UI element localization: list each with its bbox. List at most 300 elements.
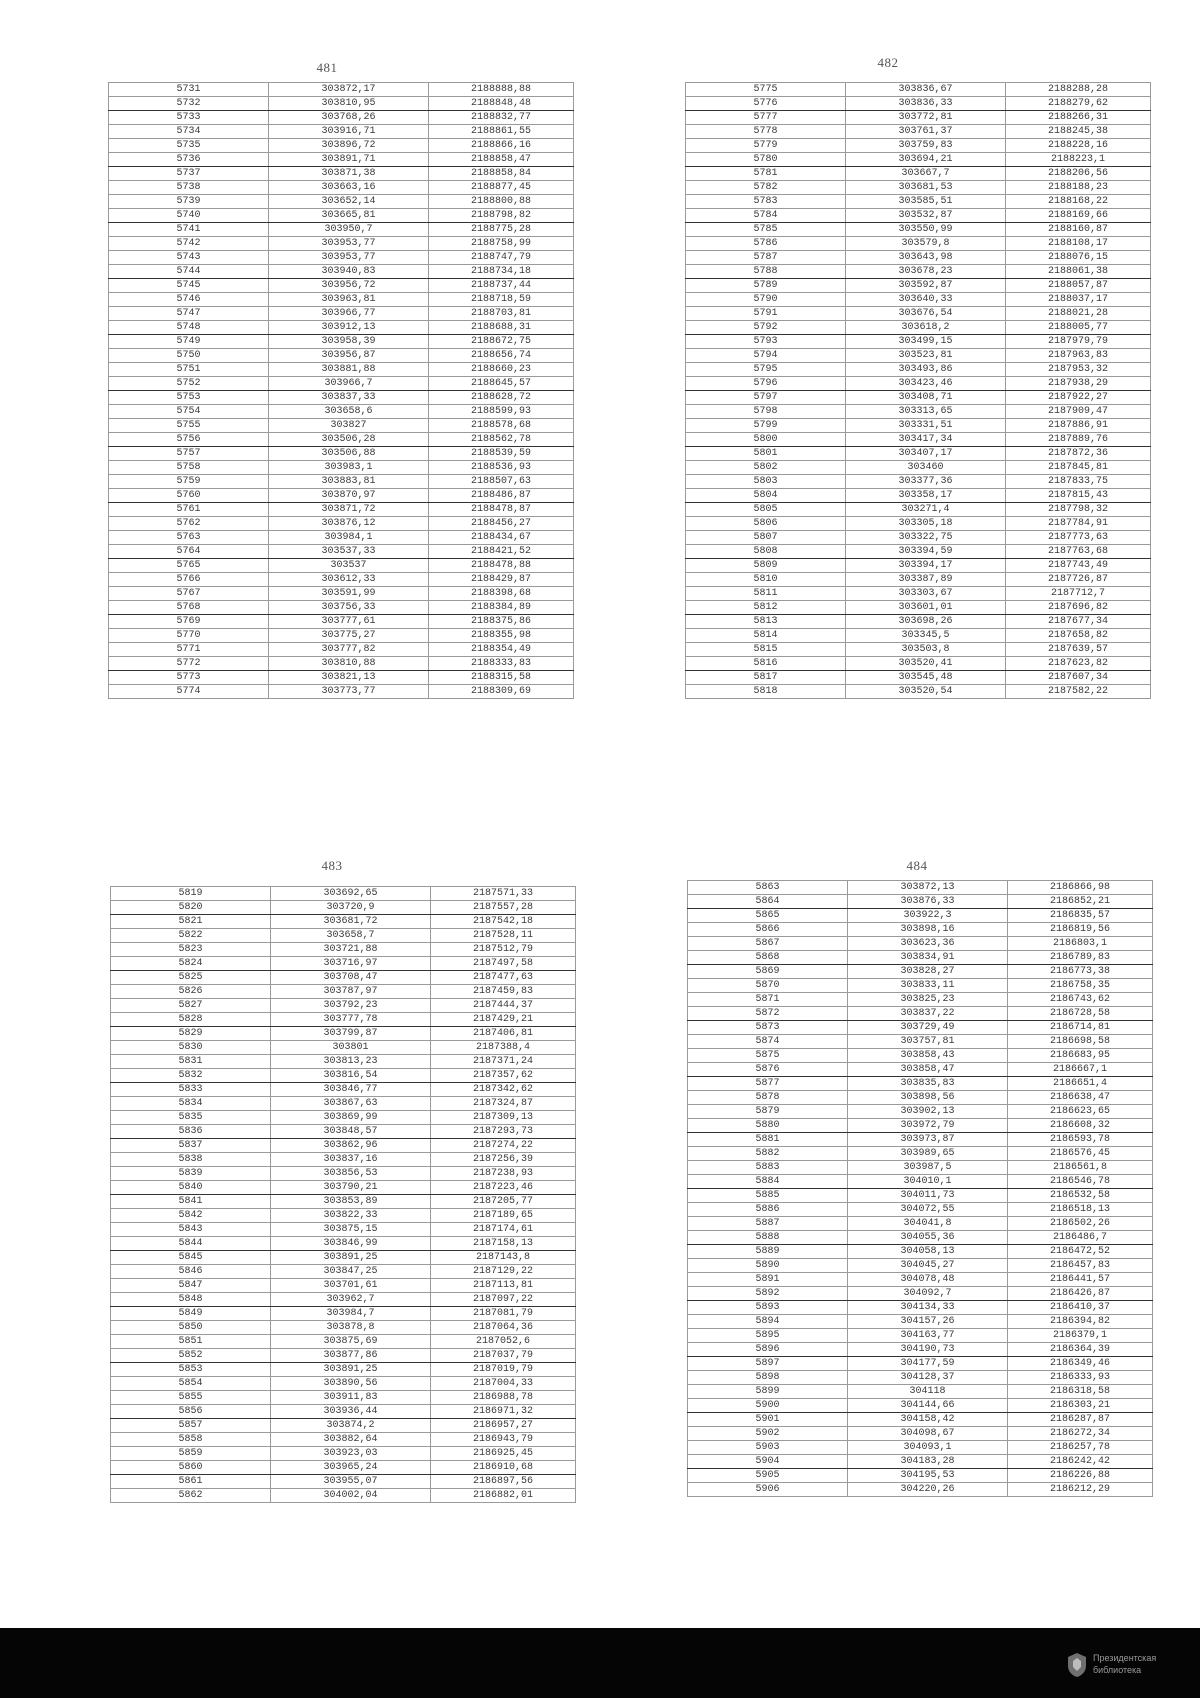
y-coordinate-cell: 2188672,75 bbox=[429, 335, 574, 349]
y-coordinate-cell: 2186394,82 bbox=[1008, 1315, 1153, 1329]
table-row bbox=[109, 517, 574, 531]
table-row bbox=[688, 1231, 1153, 1245]
point-number-cell: 5782 bbox=[686, 181, 846, 195]
y-coordinate-cell: 2188734,18 bbox=[429, 265, 574, 279]
y-coordinate-cell: 2188057,87 bbox=[1006, 279, 1151, 293]
point-number-cell: 5769 bbox=[109, 615, 269, 629]
table-row bbox=[686, 391, 1151, 405]
table-row bbox=[686, 181, 1151, 195]
point-number-cell: 5767 bbox=[109, 587, 269, 601]
table-row bbox=[111, 1181, 576, 1195]
point-number-cell: 5764 bbox=[109, 545, 269, 559]
table-row bbox=[109, 237, 574, 251]
y-coordinate-cell: 2187798,32 bbox=[1006, 503, 1151, 517]
y-coordinate-cell: 2187064,36 bbox=[431, 1321, 576, 1335]
table-row bbox=[688, 1427, 1153, 1441]
y-coordinate-cell: 2186502,26 bbox=[1008, 1217, 1153, 1231]
x-coordinate-cell: 303579,8 bbox=[846, 237, 1006, 251]
y-coordinate-cell: 2188188,23 bbox=[1006, 181, 1151, 195]
point-number-cell: 5815 bbox=[686, 643, 846, 657]
x-coordinate-cell: 303377,36 bbox=[846, 475, 1006, 489]
point-number-cell: 5821 bbox=[111, 915, 271, 929]
point-number-cell: 5848 bbox=[111, 1293, 271, 1307]
point-number-cell: 5898 bbox=[688, 1371, 848, 1385]
x-coordinate-cell: 303871,38 bbox=[269, 167, 429, 181]
table-row bbox=[109, 587, 574, 601]
coordinate-table-481 bbox=[108, 82, 574, 699]
point-number-cell: 5796 bbox=[686, 377, 846, 391]
point-number-cell: 5866 bbox=[688, 923, 848, 937]
point-number-cell: 5858 bbox=[111, 1433, 271, 1447]
table-row bbox=[688, 1105, 1153, 1119]
point-number-cell: 5819 bbox=[111, 887, 271, 901]
x-coordinate-cell: 303506,28 bbox=[269, 433, 429, 447]
table-row bbox=[686, 671, 1151, 685]
x-coordinate-cell: 303972,79 bbox=[848, 1119, 1008, 1133]
y-coordinate-cell: 2187342,62 bbox=[431, 1083, 576, 1097]
page-number-484: 484 bbox=[906, 858, 928, 873]
x-coordinate-cell: 303827 bbox=[269, 419, 429, 433]
x-coordinate-cell: 303936,44 bbox=[271, 1405, 431, 1419]
y-coordinate-cell: 2187406,81 bbox=[431, 1027, 576, 1041]
y-coordinate-cell: 2186728,58 bbox=[1008, 1007, 1153, 1021]
table-row bbox=[109, 251, 574, 265]
y-coordinate-cell: 2187763,68 bbox=[1006, 545, 1151, 559]
x-coordinate-cell: 303768,26 bbox=[269, 111, 429, 125]
point-number-cell: 5896 bbox=[688, 1343, 848, 1357]
table-row bbox=[686, 447, 1151, 461]
x-coordinate-cell: 303987,5 bbox=[848, 1161, 1008, 1175]
y-coordinate-cell: 2187388,4 bbox=[431, 1041, 576, 1055]
page-number-481: 481 bbox=[316, 60, 338, 75]
y-coordinate-cell: 2186226,88 bbox=[1008, 1469, 1153, 1483]
table-row bbox=[109, 153, 574, 167]
point-number-cell: 5904 bbox=[688, 1455, 848, 1469]
y-coordinate-cell: 2188660,23 bbox=[429, 363, 574, 377]
y-coordinate-cell: 2186623,65 bbox=[1008, 1105, 1153, 1119]
x-coordinate-cell: 304078,48 bbox=[848, 1273, 1008, 1287]
y-coordinate-cell: 2186866,98 bbox=[1008, 881, 1153, 895]
table-row bbox=[111, 1475, 576, 1489]
x-coordinate-cell: 303875,15 bbox=[271, 1223, 431, 1237]
x-coordinate-cell: 304195,53 bbox=[848, 1469, 1008, 1483]
table-row bbox=[688, 1245, 1153, 1259]
x-coordinate-cell: 303869,99 bbox=[271, 1111, 431, 1125]
table-row bbox=[686, 545, 1151, 559]
table-row bbox=[686, 629, 1151, 643]
point-number-cell: 5781 bbox=[686, 167, 846, 181]
y-coordinate-cell: 2188703,81 bbox=[429, 307, 574, 321]
point-number-cell: 5893 bbox=[688, 1301, 848, 1315]
x-coordinate-cell: 303692,65 bbox=[271, 887, 431, 901]
y-coordinate-cell: 2188245,38 bbox=[1006, 125, 1151, 139]
x-coordinate-cell: 303877,86 bbox=[271, 1349, 431, 1363]
point-number-cell: 5903 bbox=[688, 1441, 848, 1455]
point-number-cell: 5886 bbox=[688, 1203, 848, 1217]
table-row bbox=[686, 643, 1151, 657]
table-row bbox=[686, 111, 1151, 125]
x-coordinate-cell: 303681,53 bbox=[846, 181, 1006, 195]
point-number-cell: 5793 bbox=[686, 335, 846, 349]
point-number-cell: 5746 bbox=[109, 293, 269, 307]
point-number-cell: 5749 bbox=[109, 335, 269, 349]
table-row bbox=[109, 167, 574, 181]
point-number-cell: 5906 bbox=[688, 1483, 848, 1497]
y-coordinate-cell: 2188037,17 bbox=[1006, 293, 1151, 307]
x-coordinate-cell: 303858,43 bbox=[848, 1049, 1008, 1063]
x-coordinate-cell: 303790,21 bbox=[271, 1181, 431, 1195]
coordinate-table-482 bbox=[685, 82, 1151, 699]
x-coordinate-cell: 304177,59 bbox=[848, 1357, 1008, 1371]
table-row bbox=[109, 447, 574, 461]
table-row bbox=[111, 999, 576, 1013]
point-number-cell: 5895 bbox=[688, 1329, 848, 1343]
point-number-cell: 5785 bbox=[686, 223, 846, 237]
table-row bbox=[109, 223, 574, 237]
table-row bbox=[688, 1343, 1153, 1357]
x-coordinate-cell: 303816,54 bbox=[271, 1069, 431, 1083]
x-coordinate-cell: 304144,66 bbox=[848, 1399, 1008, 1413]
point-number-cell: 5734 bbox=[109, 125, 269, 139]
x-coordinate-cell: 303911,83 bbox=[271, 1391, 431, 1405]
table-row bbox=[686, 377, 1151, 391]
x-coordinate-cell: 303874,2 bbox=[271, 1419, 431, 1433]
x-coordinate-cell: 303846,77 bbox=[271, 1083, 431, 1097]
y-coordinate-cell: 2186518,13 bbox=[1008, 1203, 1153, 1217]
table-row bbox=[686, 335, 1151, 349]
point-number-cell: 5750 bbox=[109, 349, 269, 363]
point-number-cell: 5883 bbox=[688, 1161, 848, 1175]
x-coordinate-cell: 303870,97 bbox=[269, 489, 429, 503]
table-row bbox=[688, 993, 1153, 1007]
y-coordinate-cell: 2188266,31 bbox=[1006, 111, 1151, 125]
point-number-cell: 5863 bbox=[688, 881, 848, 895]
table-row bbox=[688, 1469, 1153, 1483]
y-coordinate-cell: 2188206,56 bbox=[1006, 167, 1151, 181]
point-number-cell: 5901 bbox=[688, 1413, 848, 1427]
y-coordinate-cell: 2188434,67 bbox=[429, 531, 574, 545]
table-row bbox=[111, 943, 576, 957]
point-number-cell: 5847 bbox=[111, 1279, 271, 1293]
y-coordinate-cell: 2188877,45 bbox=[429, 181, 574, 195]
table-row bbox=[686, 363, 1151, 377]
table-row bbox=[688, 1385, 1153, 1399]
table-row bbox=[111, 1167, 576, 1181]
y-coordinate-cell: 2188354,49 bbox=[429, 643, 574, 657]
y-coordinate-cell: 2186714,81 bbox=[1008, 1021, 1153, 1035]
table-row bbox=[688, 1441, 1153, 1455]
x-coordinate-cell: 304163,77 bbox=[848, 1329, 1008, 1343]
y-coordinate-cell: 2188108,17 bbox=[1006, 237, 1151, 251]
y-coordinate-cell: 2186441,57 bbox=[1008, 1273, 1153, 1287]
y-coordinate-cell: 2187444,37 bbox=[431, 999, 576, 1013]
library-name: Президентская библиотека bbox=[1093, 1653, 1157, 1675]
x-coordinate-cell: 303698,26 bbox=[846, 615, 1006, 629]
y-coordinate-cell: 2187174,61 bbox=[431, 1223, 576, 1237]
table-row bbox=[109, 377, 574, 391]
y-coordinate-cell: 2186318,58 bbox=[1008, 1385, 1153, 1399]
x-coordinate-cell: 303813,23 bbox=[271, 1055, 431, 1069]
x-coordinate-cell: 303643,98 bbox=[846, 251, 1006, 265]
point-number-cell: 5855 bbox=[111, 1391, 271, 1405]
x-coordinate-cell: 303777,82 bbox=[269, 643, 429, 657]
table-row bbox=[686, 195, 1151, 209]
x-coordinate-cell: 303950,7 bbox=[269, 223, 429, 237]
x-coordinate-cell: 303891,71 bbox=[269, 153, 429, 167]
x-coordinate-cell: 303407,17 bbox=[846, 447, 1006, 461]
x-coordinate-cell: 303846,99 bbox=[271, 1237, 431, 1251]
table-row bbox=[111, 1293, 576, 1307]
table-row bbox=[109, 321, 574, 335]
table-row bbox=[688, 1287, 1153, 1301]
x-coordinate-cell: 303876,33 bbox=[848, 895, 1008, 909]
point-number-cell: 5869 bbox=[688, 965, 848, 979]
point-number-cell: 5878 bbox=[688, 1091, 848, 1105]
y-coordinate-cell: 2187052,6 bbox=[431, 1335, 576, 1349]
x-coordinate-cell: 303881,88 bbox=[269, 363, 429, 377]
x-coordinate-cell: 303953,77 bbox=[269, 237, 429, 251]
x-coordinate-cell: 303708,47 bbox=[271, 971, 431, 985]
point-number-cell: 5761 bbox=[109, 503, 269, 517]
point-number-cell: 5810 bbox=[686, 573, 846, 587]
table-row bbox=[111, 929, 576, 943]
x-coordinate-cell: 303876,12 bbox=[269, 517, 429, 531]
x-coordinate-cell: 303953,77 bbox=[269, 251, 429, 265]
y-coordinate-cell: 2187712,7 bbox=[1006, 587, 1151, 601]
table-row bbox=[686, 321, 1151, 335]
x-coordinate-cell: 304092,7 bbox=[848, 1287, 1008, 1301]
x-coordinate-cell: 303837,22 bbox=[848, 1007, 1008, 1021]
table-row bbox=[686, 559, 1151, 573]
y-coordinate-cell: 2187256,39 bbox=[431, 1153, 576, 1167]
table-row bbox=[109, 97, 574, 111]
point-number-cell: 5757 bbox=[109, 447, 269, 461]
point-number-cell: 5800 bbox=[686, 433, 846, 447]
y-coordinate-cell: 2188688,31 bbox=[429, 321, 574, 335]
page-number-482: 482 bbox=[877, 55, 899, 70]
table-row bbox=[109, 363, 574, 377]
x-coordinate-cell: 304045,27 bbox=[848, 1259, 1008, 1273]
x-coordinate-cell: 303872,13 bbox=[848, 881, 1008, 895]
x-coordinate-cell: 303984,1 bbox=[269, 531, 429, 545]
y-coordinate-cell: 2188628,72 bbox=[429, 391, 574, 405]
point-number-cell: 5770 bbox=[109, 629, 269, 643]
x-coordinate-cell: 303966,77 bbox=[269, 307, 429, 321]
x-coordinate-cell: 304134,33 bbox=[848, 1301, 1008, 1315]
point-number-cell: 5853 bbox=[111, 1363, 271, 1377]
x-coordinate-cell: 303423,46 bbox=[846, 377, 1006, 391]
table-row bbox=[111, 1419, 576, 1433]
y-coordinate-cell: 2186242,42 bbox=[1008, 1455, 1153, 1469]
point-number-cell: 5826 bbox=[111, 985, 271, 999]
y-coordinate-cell: 2188861,55 bbox=[429, 125, 574, 139]
x-coordinate-cell: 303658,7 bbox=[271, 929, 431, 943]
x-coordinate-cell: 303983,1 bbox=[269, 461, 429, 475]
x-coordinate-cell: 303836,67 bbox=[846, 83, 1006, 97]
y-coordinate-cell: 2188536,93 bbox=[429, 461, 574, 475]
y-coordinate-cell: 2187459,83 bbox=[431, 985, 576, 999]
y-coordinate-cell: 2187607,34 bbox=[1006, 671, 1151, 685]
x-coordinate-cell: 303871,72 bbox=[269, 503, 429, 517]
table-row bbox=[111, 1391, 576, 1405]
y-coordinate-cell: 2186349,46 bbox=[1008, 1357, 1153, 1371]
point-number-cell: 5737 bbox=[109, 167, 269, 181]
table-row bbox=[688, 1119, 1153, 1133]
y-coordinate-cell: 2188288,28 bbox=[1006, 83, 1151, 97]
table-row bbox=[686, 209, 1151, 223]
y-coordinate-cell: 2188848,48 bbox=[429, 97, 574, 111]
y-coordinate-cell: 2188645,57 bbox=[429, 377, 574, 391]
table-row bbox=[688, 1455, 1153, 1469]
point-number-cell: 5752 bbox=[109, 377, 269, 391]
point-number-cell: 5875 bbox=[688, 1049, 848, 1063]
table-row bbox=[688, 979, 1153, 993]
point-number-cell: 5816 bbox=[686, 657, 846, 671]
table-row bbox=[109, 601, 574, 615]
table-row bbox=[111, 1111, 576, 1125]
x-coordinate-cell: 303775,27 bbox=[269, 629, 429, 643]
point-number-cell: 5807 bbox=[686, 531, 846, 545]
coordinate-table-484 bbox=[687, 880, 1153, 1497]
x-coordinate-cell: 303493,86 bbox=[846, 363, 1006, 377]
point-number-cell: 5799 bbox=[686, 419, 846, 433]
point-number-cell: 5889 bbox=[688, 1245, 848, 1259]
table-row bbox=[111, 1307, 576, 1321]
y-coordinate-cell: 2186667,1 bbox=[1008, 1063, 1153, 1077]
footer-band bbox=[0, 1628, 1200, 1698]
point-number-cell: 5877 bbox=[688, 1077, 848, 1091]
y-coordinate-cell: 2187677,34 bbox=[1006, 615, 1151, 629]
x-coordinate-cell: 303460 bbox=[846, 461, 1006, 475]
point-number-cell: 5882 bbox=[688, 1147, 848, 1161]
table-row bbox=[109, 545, 574, 559]
x-coordinate-cell: 303394,17 bbox=[846, 559, 1006, 573]
y-coordinate-cell: 2188309,69 bbox=[429, 685, 574, 699]
x-coordinate-cell: 303792,23 bbox=[271, 999, 431, 1013]
table-row bbox=[688, 937, 1153, 951]
y-coordinate-cell: 2187477,63 bbox=[431, 971, 576, 985]
table-row bbox=[111, 1447, 576, 1461]
table-row bbox=[686, 125, 1151, 139]
point-number-cell: 5837 bbox=[111, 1139, 271, 1153]
x-coordinate-cell: 303801 bbox=[271, 1041, 431, 1055]
point-number-cell: 5762 bbox=[109, 517, 269, 531]
point-number-cell: 5791 bbox=[686, 307, 846, 321]
table-row bbox=[109, 307, 574, 321]
table-row bbox=[686, 573, 1151, 587]
y-coordinate-cell: 2186638,47 bbox=[1008, 1091, 1153, 1105]
table-row bbox=[688, 1077, 1153, 1091]
y-coordinate-cell: 2187963,83 bbox=[1006, 349, 1151, 363]
x-coordinate-cell: 303678,23 bbox=[846, 265, 1006, 279]
x-coordinate-cell: 303652,14 bbox=[269, 195, 429, 209]
point-number-cell: 5828 bbox=[111, 1013, 271, 1027]
x-coordinate-cell: 303761,37 bbox=[846, 125, 1006, 139]
table-row bbox=[686, 433, 1151, 447]
y-coordinate-cell: 2188539,59 bbox=[429, 447, 574, 461]
table-row bbox=[686, 419, 1151, 433]
point-number-cell: 5843 bbox=[111, 1223, 271, 1237]
x-coordinate-cell: 303345,5 bbox=[846, 629, 1006, 643]
y-coordinate-cell: 2187938,29 bbox=[1006, 377, 1151, 391]
point-number-cell: 5756 bbox=[109, 433, 269, 447]
y-coordinate-cell: 2187371,24 bbox=[431, 1055, 576, 1069]
y-coordinate-cell: 2186212,29 bbox=[1008, 1483, 1153, 1497]
point-number-cell: 5794 bbox=[686, 349, 846, 363]
y-coordinate-cell: 2186457,83 bbox=[1008, 1259, 1153, 1273]
point-number-cell: 5753 bbox=[109, 391, 269, 405]
x-coordinate-cell: 303822,33 bbox=[271, 1209, 431, 1223]
table-row bbox=[688, 1147, 1153, 1161]
table-row bbox=[686, 517, 1151, 531]
y-coordinate-cell: 2186971,32 bbox=[431, 1405, 576, 1419]
table-row bbox=[688, 1301, 1153, 1315]
y-coordinate-cell: 2187274,22 bbox=[431, 1139, 576, 1153]
x-coordinate-cell: 303417,34 bbox=[846, 433, 1006, 447]
table-row bbox=[109, 195, 574, 209]
point-number-cell: 5891 bbox=[688, 1273, 848, 1287]
point-number-cell: 5902 bbox=[688, 1427, 848, 1441]
point-number-cell: 5874 bbox=[688, 1035, 848, 1049]
y-coordinate-cell: 2187158,13 bbox=[431, 1237, 576, 1251]
table-row bbox=[111, 1209, 576, 1223]
table-row bbox=[688, 1413, 1153, 1427]
table-row bbox=[111, 887, 576, 901]
x-coordinate-cell: 303837,33 bbox=[269, 391, 429, 405]
point-number-cell: 5879 bbox=[688, 1105, 848, 1119]
table-row bbox=[111, 1027, 576, 1041]
table-row bbox=[688, 909, 1153, 923]
x-coordinate-cell: 303962,7 bbox=[271, 1293, 431, 1307]
x-coordinate-cell: 303305,18 bbox=[846, 517, 1006, 531]
y-coordinate-cell: 2187309,13 bbox=[431, 1111, 576, 1125]
x-coordinate-cell: 303898,56 bbox=[848, 1091, 1008, 1105]
y-coordinate-cell: 2188333,83 bbox=[429, 657, 574, 671]
y-coordinate-cell: 2187113,81 bbox=[431, 1279, 576, 1293]
x-coordinate-cell: 303777,78 bbox=[271, 1013, 431, 1027]
table-row bbox=[111, 1321, 576, 1335]
y-coordinate-cell: 2186287,87 bbox=[1008, 1413, 1153, 1427]
y-coordinate-cell: 2188429,87 bbox=[429, 573, 574, 587]
point-number-cell: 5831 bbox=[111, 1055, 271, 1069]
x-coordinate-cell: 303550,99 bbox=[846, 223, 1006, 237]
point-number-cell: 5892 bbox=[688, 1287, 848, 1301]
table-row bbox=[111, 1251, 576, 1265]
point-number-cell: 5862 bbox=[111, 1489, 271, 1503]
x-coordinate-cell: 304002,04 bbox=[271, 1489, 431, 1503]
x-coordinate-cell: 304220,26 bbox=[848, 1483, 1008, 1497]
x-coordinate-cell: 303856,53 bbox=[271, 1167, 431, 1181]
table-row bbox=[686, 153, 1151, 167]
x-coordinate-cell: 304010,1 bbox=[848, 1175, 1008, 1189]
table-row bbox=[688, 1357, 1153, 1371]
x-coordinate-cell: 303965,24 bbox=[271, 1461, 431, 1475]
x-coordinate-cell: 303923,03 bbox=[271, 1447, 431, 1461]
table-row bbox=[686, 139, 1151, 153]
x-coordinate-cell: 304098,67 bbox=[848, 1427, 1008, 1441]
table-row bbox=[688, 1049, 1153, 1063]
y-coordinate-cell: 2188160,87 bbox=[1006, 223, 1151, 237]
point-number-cell: 5871 bbox=[688, 993, 848, 1007]
y-coordinate-cell: 2188832,77 bbox=[429, 111, 574, 125]
point-number-cell: 5851 bbox=[111, 1335, 271, 1349]
table-row bbox=[109, 503, 574, 517]
point-number-cell: 5870 bbox=[688, 979, 848, 993]
y-coordinate-cell: 2188478,87 bbox=[429, 503, 574, 517]
point-number-cell: 5830 bbox=[111, 1041, 271, 1055]
point-number-cell: 5806 bbox=[686, 517, 846, 531]
point-number-cell: 5905 bbox=[688, 1469, 848, 1483]
